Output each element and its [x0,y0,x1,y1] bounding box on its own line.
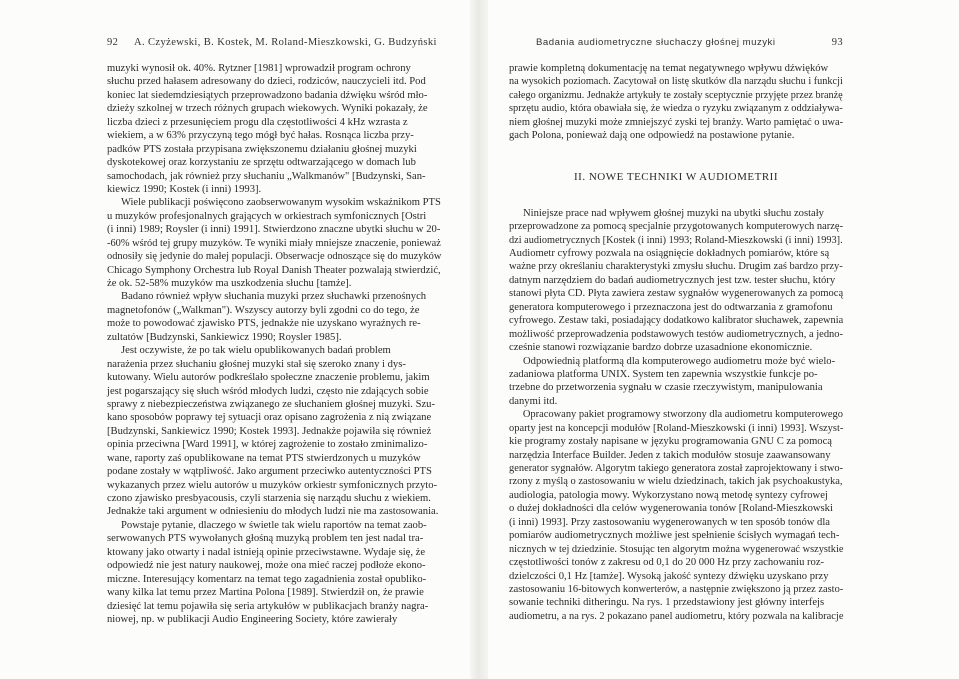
text-line: liczba dzieci z przesunięciem progu dla częstotliwości 4 kHz wzrasta z [107,116,408,128]
text-line: wany kilka lat temu przez Martina Polona [1989]. Stwierdził on, że prawie [107,587,424,599]
text-line: Jest oczywiste, że po tak wielu opublikowanych badań problem [121,345,391,357]
left-page-number: 92 [107,37,119,48]
text-line: odpowiedź nie jest natury naukowej, może ona mieć raczej podłoże ekono- [107,560,426,572]
text-line: cześnie stanowi rozwiązanie bardzo dobrze uzasadnione ekonomicznie. [509,342,813,354]
text-line: Odpowiednią platformą dla komputerowego audiometru może być wielo- [523,355,836,367]
text-line: oparty jest na koncepcji modułów [Roland-Mieszkowski (i inni) 1993]. Wszyst- [509,422,844,434]
text-line: nicznych w tej dziedzinie. Stosując ten algorytm można wygenerować wszystkie [509,543,844,555]
text-line: Opracowany pakiet programowy stworzony dla audiometru komputerowego [522,409,844,421]
text-line: dyskotekowej oraz korzystaniu ze sprzętu odtwarzającego w domach lub [107,157,416,169]
right-page-number: 93 [831,37,843,48]
text-line: opinia przeciwna [Ward 1991], w której zagrożenie to zostało zminimalizo- [107,439,428,451]
text-line: samochodach, jak również przy słuchaniu „Walkmanów" [Budzynski, San- [107,170,426,182]
text-line: audiologia, patologia mowy. Wykorzystano nową metodę syntezy cyfrowej [509,489,828,501]
text-line: Wiele publikacji poświęcono zaobserwowanym wysokim wskaźnikom PTS [120,197,441,209]
right-page-text-top [509,62,843,143]
text-line: niowej, np. w publikacji Audio Engineering Society, które zawierały [107,613,398,625]
text-line: ważne przy określaniu charakterystyki zmysłu słuchu. Drugim zaś bardzo przy- [509,261,843,273]
text-line: rzony z myślą o zastosowaniu w wielu dziedzinach, takich jak psychoakustyka, [509,476,843,488]
section-title: II. NOWE TECHNIKI W AUDIOMETRII [574,170,778,183]
text-line: możliwość przeprowadzenia podstawowych testów audiometrycznych, a jedno- [509,328,844,340]
text-line: (i inni) 1989; Roysler (i inni) 1991]. Stwierdzono znaczne ubytki słuchu w 20- [107,224,441,236]
text-line: zastosowaniu 16-bitowych konwerterów, a następnie zwiększono ją przez zasto- [509,583,844,595]
text-line: danymi itd. [509,395,558,407]
text-line: prawie kompletną dokumentację na temat negatywnego wpływu dźwięków [509,63,829,74]
text-line: kutowany. Wielu autorów podkreślało społeczne znaczenie problemu, jakim [107,372,430,384]
text-line: -60% wśród tej grupy muzyków. Te wyniki miały mniejsze znaczenie, ponieważ [107,237,441,249]
text-line: kiewicz 1990; Kostek (i inni) 1993]. [107,183,262,195]
book-gutter [470,0,488,679]
text-line: niem głośnej muzyki może zmniejszyć zyski tej branży. Warto pamiętać o uwa- [509,116,844,128]
text-line: magnetofonów („Walkman"). Wszyscy autorzy byli zgodni co do tego, że [107,304,420,316]
text-line: zultatów [Budzynski, Sankiewicz 1990; Roysler 1985]. [107,331,342,343]
text-line: miczne. Interesujący komentarz na temat tego zagadnienia został opubliko- [107,573,427,585]
text-line: koniec lat siedemdziesiątych przeprowadzono badania dźwięku wśród mło- [107,89,428,101]
right-page-text-bottom [509,207,843,624]
text-line: Niniejsze prace nad wpływem głośnej muzyki na ubytki słuchu zostały [523,207,824,219]
text-line: sprzętu audio, która obawiała się, że wiedza o ryzyku związanym z oddziaływa- [509,103,843,115]
text-line: Jednakże taki argument w odniesieniu do młodych ludzi nie ma zastosowania. [107,506,439,518]
text-line: audiometru, a na rys. 2 pokazano panel audiometru, który pozwala na kalibracje [509,610,844,622]
text-line: muzyki wynosił ok. 40%. Rytzner [1981] wprowadził program ochrony [107,63,411,74]
text-line: podane zostały w wątpliwość. Jako argument przeciwko autentyczności PTS [107,466,432,478]
text-line: Chicago Symphony Orchestra lub Royal Danish Theater pozwalają stwierdzić, [107,264,441,276]
text-line: (i inni) 1993]. Przy zastosowaniu wygenerowanych w ten sposób tonów dla [509,516,830,528]
text-line: dziesięć lat temu pojawiła się seria artykułów w publikacjach branży nagra- [107,600,429,612]
text-line: słuchu przed hałasem adresowany do dzieci, rodziców, nauczycieli itd. Pod [107,76,426,88]
text-line: cyfrowego. Zestaw taki, posiadający dodatkowo kalibrator słuchawek, zapewnia [509,315,844,327]
text-line: kie programy zostały napisane w języku programowania GNU C za pomocą [509,436,833,448]
text-line: przeprowadzone za pomocą specjalnie przygotowanych komputerowych narzę- [509,221,844,233]
text-line: padków PTS została przypisana zwiększonemu działaniu głośnej muzyki [107,143,417,155]
text-line: generator sygnałów. Algorytm takiego generatora został zaprojektowany i stwo- [509,463,844,474]
text-line: generatora komputerowego i przeznaczona jest do odtwarzania z gramofonu [509,301,833,313]
text-line: wiekiem, a w 63% przyczyną tego mógł być hałas. Rosnąca liczba przy- [107,130,414,142]
text-line: narażenia przez słuchaniu głośnej muzyki stał się szeroko znany i dys- [107,358,406,370]
text-line: dzi audiometrycznych [Kostek (i inni) 1993; Roland-Mieszkowski (i inni) 1993]. [509,234,843,246]
text-line: zadaniowa platforma UNIX. System ten zapewnia wszystkie funkcje po- [509,368,818,380]
text-line: Powstaje pytanie, dlaczego w świetle tak wielu raportów na temat zaob- [121,519,427,531]
text-line: całego organizmu. Jednakże artykuły te zostały sceptycznie przyjęte przez branżę [509,89,843,101]
text-line: wane, raporty zaś opublikowane na temat PTS stwierdzonych u muzyków [107,452,421,464]
text-line: wykazanych przez wielu autorów u muzyków orkiestr symfonicznych przyto- [107,479,438,491]
text-line: trzebne do przetworzenia sygnału w czasie rzeczywistym, manipulowania [509,382,823,394]
text-line: serwowanych PTS wywołanych głośną muzyką problem ten jest nadal tra- [107,533,424,545]
text-line: sprawy z niebezpieczeństwa związanego ze słuchaniem głośnej muzyki. Szu- [107,398,435,410]
text-line: czono zjawisko presbyacousis, czyli starzenia się narządu słuchu z wiekiem. [107,493,431,504]
text-line: częstotliwości tonów z zakresu od 0,1 do 20 000 Hz przy zachowaniu roz- [509,557,825,569]
left-running-head: A. Czyżewski, B. Kostek, M. Roland-Mieszkowski, G. Budzyński [134,37,437,48]
text-line: narzędzia Interface Builder. Jeden z takich modułów stosuje zaawansowany [509,449,831,461]
text-line: dzieży szkolnej w trzech różnych grupach wiekowych. Wyniki pokazały, że [107,103,428,115]
text-line: odnosiły się jedynie do małej populacji. Obserwacje odnoszące się do muzyków [107,251,442,263]
text-line: kano sposobów poprawy tej sytuacji oraz opisano zagrożenia z nią związane [107,412,432,424]
text-line: [Budzynski, Sankiewicz 1990; Kostek 1993]. Jednakże pojawiła się również [107,425,432,437]
left-page-text [107,62,441,626]
text-line: u muzyków profesjonalnych grających w orkiestrach symfonicznych [Ostri [107,210,427,222]
text-line: o dużej dokładności dla celów wygenerowania tonów [Roland-Mieszkowski [509,503,833,515]
text-line: pomiarów audiometrycznych możliwe jest spełnienie ścisłych wymagań tech- [509,530,840,542]
text-line: gach Polona, ponieważ dają one odpowiedź na postawione pytanie. [509,130,795,142]
text-line: jest pogarszający się słuch wśród młodych ludzi, często nie zdających sobie [107,385,429,397]
text-line: Audiometr cyfrowy pozwala na osiągnięcie dokładnych pomiarów, które są [509,248,830,259]
text-line: stanowi płyta CD. Płyta zawiera zestaw sygnałów wygenerowanych za pomocą [509,288,844,300]
text-line: może to powodować zjawisko PTS, jednakże nie uzyskano wyraźnych re- [107,318,421,330]
text-line: że ok. 52-58% muzyków ma uszkodzenia słuchu [tamże]. [107,278,352,289]
text-line: sowanie techniki ditheringu. Na rys. 1 przedstawiony jest główny interfejs [509,597,825,609]
text-line: ktowany jako otwarty i nadal istnieją opinie przeciwstawne. Wydaje się, że [107,546,426,558]
text-line: na wysokich poziomach. Zacytował on listę skutków dla narządu słuchu i funkcji [509,76,843,88]
text-line: dzielczości 0,1 Hz [tamże]. Wysoką jakość syntezy dźwięku uzyskano przy [509,570,829,582]
text-line: datnym narzędziem do badań audiometrycznych jest tzw. tester słuchu, który [509,274,836,286]
right-running-head: Badania audiometryczne słuchaczy głośnej muzyki [536,37,776,48]
text-line: Badano również wpływ słuchania muzyki przez słuchawki przenośnych [121,291,427,303]
